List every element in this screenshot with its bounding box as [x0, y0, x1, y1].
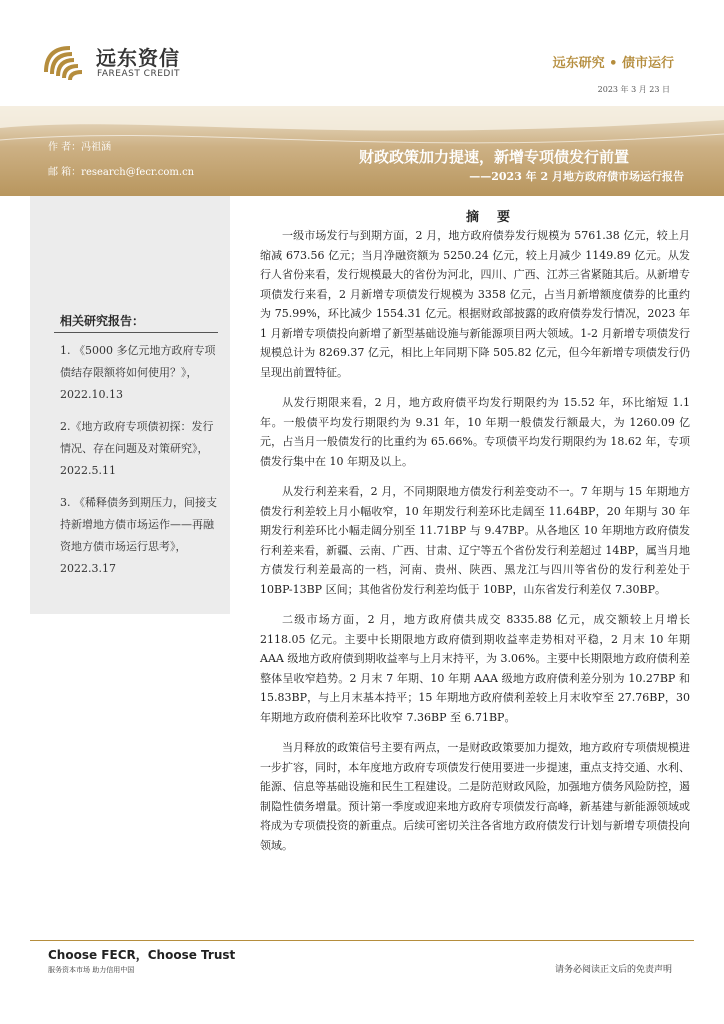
footer-slogan-chinese: 服务资本市场 助力信用中国 — [48, 966, 135, 974]
publication-date: 2023 年 3 月 23 日 — [597, 85, 670, 94]
company-logo — [40, 40, 190, 88]
abstract-heading: 摘要 — [466, 210, 529, 225]
logo-chinese-name: 远东资信 — [96, 46, 180, 70]
related-reports-list — [60, 340, 220, 590]
footer-slogan: Choose FECR，Choose Trust — [48, 948, 236, 962]
abstract-paragraph: 从发行期限来看，2 月，地方政府债平均发行期限约为 15.52 年，环比缩短 1.1 年。一般债平均发行期限约为 9.31 年，10 年期一般债发行额最大，为 1260.09 亿元，占当月一般债发行的比重约为 65.66%。专项债平均发行期限约为 18.62 年，专项债发行集中在 10 年期及以上。 — [260, 396, 690, 468]
footer-divider — [30, 940, 694, 941]
report-series: 远东研究 • 债市运行 — [552, 56, 674, 71]
logo-english-name: FAREAST CREDIT — [97, 69, 180, 79]
email-line[interactable]: 邮 箱：research@fecr.com.cn — [48, 167, 195, 178]
title-banner — [0, 106, 724, 196]
abstract-paragraph: 从发行利差来看，2 月，不同期限地方债发行利差变动不一。7 年期与 15 年期地方债发行利差较上月小幅收窄，10 年期发行利差环比走阔至 11.64BP，20 年期与 30 年期发行利差环比小幅走阔分别至 11.71BP 与 9.47BP。从各地区 10 年期地方政府债发行利差来看，新疆、云南、广西、甘肃、辽宁等五个省份发行利差超过 14BP，属当月地方债发行利差最高的一档，河南、贵州、陕西、黑龙江与四川等省份的发行利差处于 10BP-13BP 区间；其他省份发行利差均低于 10BP，山东省发行利差仅 7.30BP。 — [260, 485, 690, 596]
related-reports-title: 相关研究报告： — [60, 314, 145, 328]
related-report-item[interactable]: 2.《地方政府专项债初探：发行情况、存在问题及对策研究》，2022.5.11 — [60, 420, 214, 477]
disclaimer-note: 请务必阅读正文后的免责声明 — [554, 965, 672, 975]
related-report-item[interactable]: 3. 《稀释债务到期压力，间接支持新增地方债市场运作——再融资地方债市场运行思考》，2022.3.17 — [60, 496, 217, 575]
related-reports-divider — [54, 332, 218, 333]
fareast-logo-icon — [40, 42, 88, 82]
abstract-body — [260, 226, 690, 866]
author-line: 作 者：冯祖涵 — [48, 142, 112, 153]
report-title: 财政政策加力提速，新增专项债发行前置 — [358, 148, 629, 166]
abstract-paragraph: 二级市场方面，2 月，地方政府债共成交 8335.88 亿元，成交额较上月增长 2118.05 亿元。主要中长期限地方政府债到期收益率走势相对平稳，2 月末 10 年期 AAA 级地方政府债到期收益率与上月末持平，为 3.06%。主要中长期限地方政府债利差整体呈收窄趋势。2 月末 7 年期、10 年期 AAA 级地方政府债利差分别为 10.27BP 和 15.83BP，与上月末基本持平；15 年期地方政府债利差较上月末收窄至 27.76BP，30 年期地方政府债利差环比收窄 7.36BP 至 6.71BP。 — [260, 613, 690, 724]
related-report-item[interactable]: 1. 《5000 多亿元地方政府专项债结存限额将如何使用？》，2022.10.13 — [60, 344, 216, 401]
report-subtitle: ——2023 年 2 月地方政府债市场运行报告 — [469, 170, 684, 183]
abstract-paragraph: 一级市场发行与到期方面，2 月，地方政府债券发行规模为 5761.38 亿元，较上月缩减 673.56 亿元；当月净融资额为 5250.24 亿元，较上月减少 1149.89 亿元。从发行人省份来看，发行规模最大的省份为河北，四川、广西、江苏三省紧随其后。从新增专项债发行来看，2 月新增专项债发行规模为 3358 亿元，占当月新增额度债券的比重约为 75.99%，环比减少 1554.31 亿元。根据财政部披露的政府债券发行情况，2023 年 1 月新增专项债投向新增了新型基础设施与新能源项目两大领域。1-2 月新增专项债发行规模总计为 8269.37 亿元，相比上年同期下降 505.82 亿元，但今年新增专项债发行仍呈现出前置特征。 — [260, 229, 690, 379]
abstract-paragraph: 当月释放的政策信号主要有两点，一是财政政策要加力提效，地方政府专项债规模进一步扩容，同时，本年度地方政府专项债发行使用要进一步提速，重点支持交通、水利、能源、信息等基础设施和民生工程建设。二是防范财政风险，加强地方债务风险防控，遏制隐性债务增量。预计第一季度或迎来地方政府专项债发行高峰，新基建与新能源领域或将成为专项债投资的新重点。后续可密切关注各省地方政府债发行计划与新增专项债投向领域。 — [260, 741, 690, 852]
